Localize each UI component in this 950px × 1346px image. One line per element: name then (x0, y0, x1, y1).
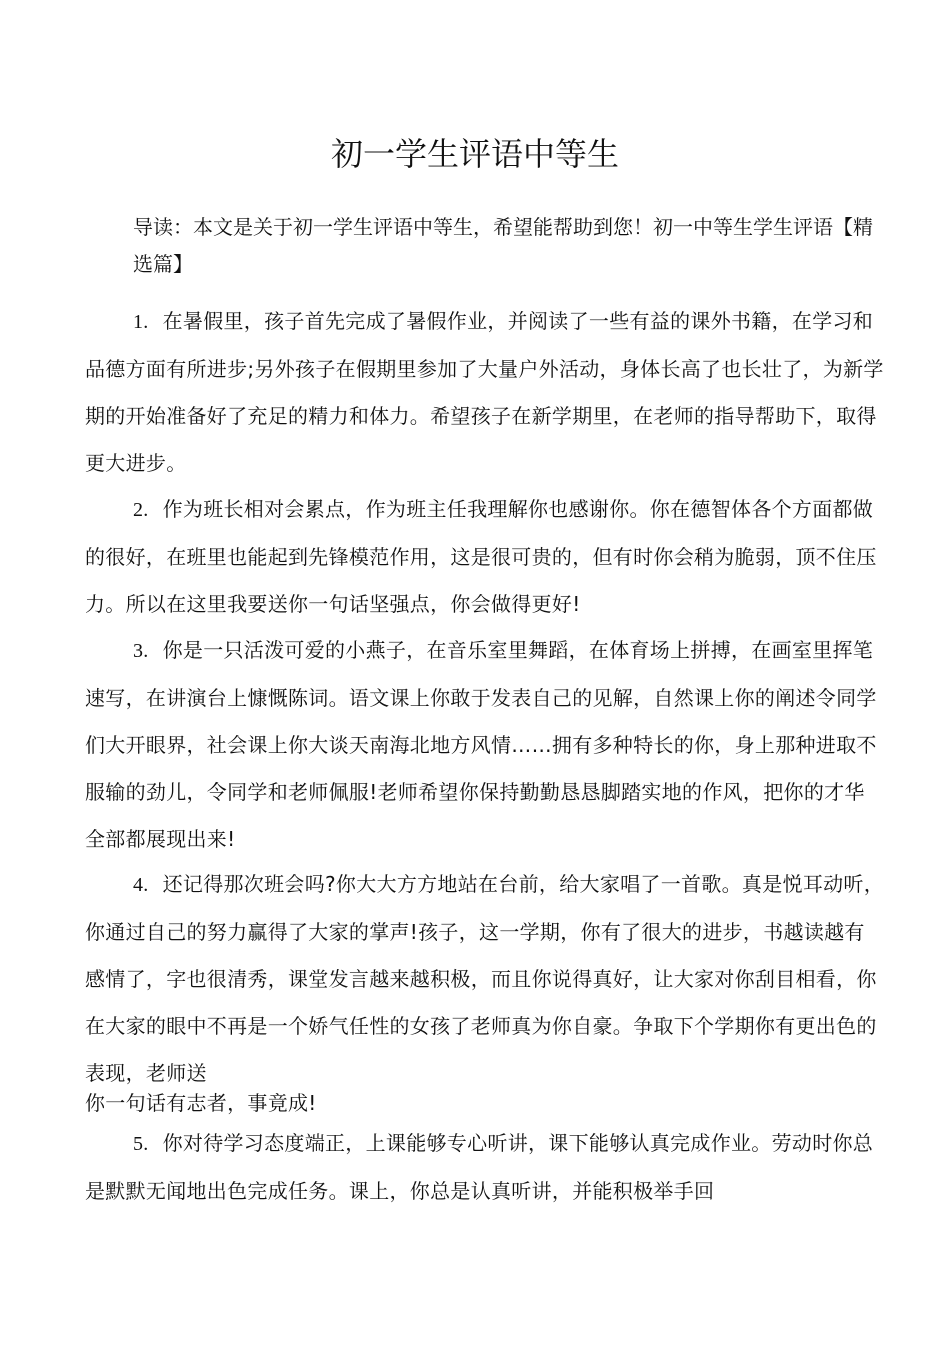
list-item (85, 1120, 885, 1215)
item-text: 你是一只活泼可爱的小燕子，在音乐室里舞蹈，在体育场上拼搏，在画室里挥笔速写，在讲演台上慷慨陈词。语文课上你敢于发表自己的见解，自然课上你的阐述令同学们大开眼界，社会课上你大谈天南海北地方风情……拥有多种特长的你，身上那种进取不服输的劲儿，令同学和老师佩服!老师希望你保持勤勤恳恳脚踏实地的作风，把你的才华全部都展现出来! (85, 638, 877, 851)
item-number: 5. (133, 1133, 149, 1155)
document-title: 初一学生评语中等生 (330, 135, 619, 173)
item-number: 1. (133, 311, 149, 333)
item-number: 2. (133, 499, 149, 521)
list-item (85, 627, 885, 863)
item-number: 3. (133, 640, 149, 662)
intro-suffix: 初一中等生学生评语【精选篇】 (133, 215, 873, 276)
intro-prefix: 导读：本文是关于初一学生评语中等生，希望能帮助到您！ (133, 215, 653, 239)
list-item (85, 486, 885, 628)
list-item (85, 298, 885, 487)
item-text: 你对待学习态度端正，上课能够专心听讲，课下能够认真完成作业。劳动时你总是默默无闻地出色完成任务。课上，你总是认真听讲，并能积极举手回 (85, 1131, 874, 1203)
list-item (85, 861, 885, 1097)
item-number: 4. (133, 874, 149, 896)
item-text: 还记得那次班会吗?你大大方方地站在台前，给大家唱了一首歌。真是悦耳动听，你通过自己的努力赢得了大家的掌声!孩子，这一学期，你有了很大的进步，书越读越有感情了，字也很清秀，课堂发言越来越积极，而且你说得真好，让大家对你刮目相看，你在大家的眼中不再是一个娇气任性的女孩了老师真为你自豪。争取下个学期你有更出色的表现，老师送 (85, 872, 885, 1085)
item-text: 作为班长相对会累点，作为班主任我理解你也感谢你。你在德智体各个方面都做的很好，在班里也能起到先锋模范作用，这是很可贵的，但有时你会稍为脆弱，顶不住压力。所以在这里我要送你一句话坚强点，你会做得更好! (85, 497, 877, 616)
intro-paragraph (133, 209, 873, 283)
item-text-continued: 你一句话有志者，事竟成! (85, 1091, 317, 1115)
item-text: 在暑假里，孩子首先完成了暑假作业，并阅读了一些有益的课外书籍，在学习和品德方面有所进步;另外孩子在假期里参加了大量户外活动，身体长高了也长壮了，为新学期的开始准备好了充足的精力和体力。希望孩子在新学期里，在老师的指导帮助下，取得更大进步。 (85, 309, 884, 475)
